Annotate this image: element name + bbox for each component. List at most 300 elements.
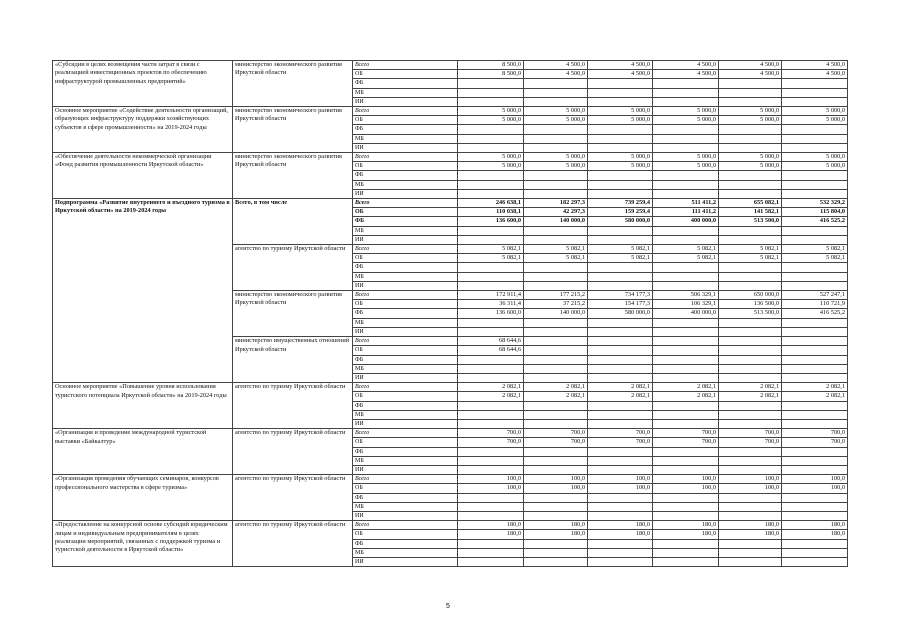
amount-cell: 111 411,2 xyxy=(653,208,719,217)
amount-cell: 5 000,0 xyxy=(524,116,588,125)
amount-cell: 100,0 xyxy=(588,475,653,484)
funding-source-cell: ОБ xyxy=(353,162,458,171)
amount-cell xyxy=(588,88,653,97)
amount-cell xyxy=(653,502,719,511)
funding-source-cell: ИИ xyxy=(353,235,458,244)
funding-source-cell: МБ xyxy=(353,272,458,281)
amount-cell xyxy=(653,263,719,272)
amount-cell: 5 000,0 xyxy=(653,153,719,162)
amount-cell xyxy=(458,180,524,189)
amount-cell xyxy=(719,272,782,281)
amount-cell xyxy=(588,539,653,548)
table-row xyxy=(53,153,848,162)
amount-cell xyxy=(458,539,524,548)
funding-source-cell: ОБ xyxy=(353,392,458,401)
responsible-cell: министерство экономического развития Иркутской области xyxy=(233,153,353,199)
amount-cell xyxy=(653,419,719,428)
budget-table xyxy=(52,60,848,567)
amount-cell xyxy=(719,171,782,180)
amount-cell xyxy=(588,355,653,364)
amount-cell: 700,0 xyxy=(719,429,782,438)
funding-source-cell: МБ xyxy=(353,180,458,189)
amount-cell xyxy=(653,79,719,88)
amount-cell xyxy=(458,557,524,566)
amount-cell: 5 082,1 xyxy=(719,245,782,254)
amount-cell: 4 500,0 xyxy=(782,70,848,79)
funding-source-cell: ФБ xyxy=(353,401,458,410)
amount-cell: 739 259,4 xyxy=(588,199,653,208)
amount-cell xyxy=(719,337,782,346)
funding-source-cell: ОБ xyxy=(353,484,458,493)
amount-cell: 700,0 xyxy=(524,438,588,447)
funding-source-cell: Всего xyxy=(353,61,458,70)
amount-cell: 700,0 xyxy=(782,438,848,447)
funding-source-cell: ИИ xyxy=(353,281,458,290)
amount-cell xyxy=(782,88,848,97)
amount-cell xyxy=(782,171,848,180)
amount-cell xyxy=(524,143,588,152)
amount-cell xyxy=(719,327,782,336)
amount-cell xyxy=(524,189,588,198)
amount-cell: 2 082,1 xyxy=(588,383,653,392)
amount-cell xyxy=(458,226,524,235)
amount-cell xyxy=(653,97,719,106)
amount-cell: 172 911,4 xyxy=(458,291,524,300)
amount-cell xyxy=(782,447,848,456)
amount-cell xyxy=(524,97,588,106)
amount-cell xyxy=(653,327,719,336)
activity-name-cell: Основное мероприятие «Повышение уровня использования туристского потенциала Иркутской области» на 2019-2024 годы xyxy=(53,383,233,429)
amount-cell xyxy=(524,125,588,134)
amount-cell: 700,0 xyxy=(588,429,653,438)
amount-cell xyxy=(524,171,588,180)
amount-cell: 400 000,0 xyxy=(653,217,719,226)
amount-cell xyxy=(719,281,782,290)
amount-cell xyxy=(458,318,524,327)
funding-source-cell: Всего xyxy=(353,337,458,346)
amount-cell xyxy=(719,511,782,520)
amount-cell: 513 500,0 xyxy=(719,309,782,318)
amount-cell: 140 000,0 xyxy=(524,217,588,226)
amount-cell xyxy=(719,447,782,456)
amount-cell: 37 215,2 xyxy=(524,300,588,309)
amount-cell: 5 082,1 xyxy=(653,254,719,263)
amount-cell: 4 500,0 xyxy=(653,61,719,70)
table-row xyxy=(53,107,848,116)
amount-cell xyxy=(653,539,719,548)
amount-cell xyxy=(588,180,653,189)
amount-cell: 580 000,0 xyxy=(588,217,653,226)
table-body xyxy=(53,61,848,567)
responsible-cell: министерство имущественных отношений Иркутской области xyxy=(233,337,353,383)
funding-source-cell: МБ xyxy=(353,88,458,97)
funding-source-cell: Всего xyxy=(353,429,458,438)
amount-cell xyxy=(653,364,719,373)
funding-source-cell: ФБ xyxy=(353,355,458,364)
amount-cell xyxy=(653,125,719,134)
amount-cell xyxy=(524,281,588,290)
table-row xyxy=(53,475,848,484)
amount-cell: 5 082,1 xyxy=(588,254,653,263)
amount-cell: 527 247,1 xyxy=(782,291,848,300)
activity-name-cell: Основное мероприятие «Содействие деятельности организаций, образующих инфраструктуру поддержки хозяйствующих субъектов в сфере промышленности» на 2019-2024 годы xyxy=(53,107,233,153)
amount-cell xyxy=(588,327,653,336)
amount-cell: 700,0 xyxy=(653,429,719,438)
amount-cell: 5 000,0 xyxy=(458,116,524,125)
amount-cell xyxy=(458,79,524,88)
amount-cell xyxy=(458,134,524,143)
amount-cell xyxy=(524,456,588,465)
amount-cell xyxy=(782,539,848,548)
amount-cell: 400 000,0 xyxy=(653,309,719,318)
amount-cell: 2 082,1 xyxy=(458,383,524,392)
amount-cell xyxy=(782,511,848,520)
amount-cell xyxy=(719,419,782,428)
responsible-cell: агентство по туризму Иркутской области xyxy=(233,475,353,521)
funding-source-cell: ИИ xyxy=(353,143,458,152)
amount-cell xyxy=(458,272,524,281)
amount-cell: 650 000,0 xyxy=(719,291,782,300)
amount-cell xyxy=(782,548,848,557)
amount-cell: 5 082,1 xyxy=(653,245,719,254)
amount-cell: 5 000,0 xyxy=(588,116,653,125)
responsible-cell: министерство экономического развития Иркутской области xyxy=(233,107,353,153)
funding-source-cell: ФБ xyxy=(353,539,458,548)
amount-cell xyxy=(458,465,524,474)
funding-source-cell: ИИ xyxy=(353,97,458,106)
amount-cell: 5 000,0 xyxy=(458,107,524,116)
amount-cell xyxy=(524,557,588,566)
activity-name-cell: «Субсидии в целях возмещения части затрат в связи с реализацией инвестиционных проектов по обеспечению инфраструктурой промышленных предприятий» xyxy=(53,61,233,107)
amount-cell xyxy=(782,189,848,198)
amount-cell xyxy=(524,318,588,327)
amount-cell xyxy=(588,125,653,134)
amount-cell: 416 525,2 xyxy=(782,309,848,318)
responsible-cell: агентство по туризму Иркутской области xyxy=(233,429,353,475)
amount-cell: 511 411,2 xyxy=(653,199,719,208)
amount-cell: 154 177,3 xyxy=(588,300,653,309)
amount-cell xyxy=(719,355,782,364)
amount-cell: 36 311,4 xyxy=(458,300,524,309)
amount-cell xyxy=(719,557,782,566)
funding-source-cell: ИИ xyxy=(353,189,458,198)
amount-cell xyxy=(458,548,524,557)
amount-cell xyxy=(524,180,588,189)
amount-cell xyxy=(524,447,588,456)
amount-cell: 246 638,1 xyxy=(458,199,524,208)
amount-cell: 8 500,0 xyxy=(458,61,524,70)
amount-cell xyxy=(782,143,848,152)
amount-cell xyxy=(588,272,653,281)
amount-cell xyxy=(782,346,848,355)
amount-cell xyxy=(588,548,653,557)
table-row xyxy=(53,61,848,70)
amount-cell xyxy=(524,226,588,235)
amount-cell xyxy=(588,79,653,88)
amount-cell: 416 525,2 xyxy=(782,217,848,226)
amount-cell xyxy=(458,493,524,502)
activity-name-cell: Подпрограмма «Развитие внутреннего и въездного туризма в Иркутской области» на 2019-2024 годы xyxy=(53,199,233,383)
amount-cell xyxy=(653,88,719,97)
amount-cell: 5 000,0 xyxy=(653,116,719,125)
funding-source-cell: ИИ xyxy=(353,465,458,474)
amount-cell: 5 000,0 xyxy=(524,162,588,171)
amount-cell xyxy=(458,189,524,198)
amount-cell xyxy=(782,410,848,419)
amount-cell xyxy=(653,272,719,281)
amount-cell xyxy=(782,419,848,428)
funding-source-cell: МБ xyxy=(353,548,458,557)
amount-cell: 68 644,6 xyxy=(458,337,524,346)
amount-cell: 5 000,0 xyxy=(588,153,653,162)
funding-source-cell: МБ xyxy=(353,456,458,465)
amount-cell: 2 082,1 xyxy=(719,383,782,392)
amount-cell: 5 000,0 xyxy=(782,162,848,171)
amount-cell: 180,0 xyxy=(782,521,848,530)
amount-cell: 5 082,1 xyxy=(719,254,782,263)
amount-cell xyxy=(782,125,848,134)
amount-cell xyxy=(588,511,653,520)
funding-source-cell: МБ xyxy=(353,502,458,511)
amount-cell xyxy=(719,263,782,272)
amount-cell: 136 600,0 xyxy=(458,309,524,318)
amount-cell xyxy=(524,235,588,244)
table-row xyxy=(53,521,848,530)
amount-cell xyxy=(719,180,782,189)
amount-cell: 4 500,0 xyxy=(588,70,653,79)
amount-cell: 700,0 xyxy=(524,429,588,438)
funding-source-cell: ОБ xyxy=(353,300,458,309)
amount-cell xyxy=(782,456,848,465)
amount-cell: 4 500,0 xyxy=(588,61,653,70)
amount-cell xyxy=(588,263,653,272)
amount-cell: 100,0 xyxy=(782,475,848,484)
amount-cell xyxy=(653,337,719,346)
amount-cell xyxy=(524,79,588,88)
amount-cell: 5 000,0 xyxy=(524,153,588,162)
amount-cell: 110 038,1 xyxy=(458,208,524,217)
amount-cell xyxy=(524,88,588,97)
amount-cell xyxy=(524,346,588,355)
amount-cell: 5 000,0 xyxy=(719,153,782,162)
amount-cell xyxy=(458,171,524,180)
amount-cell: 5 082,1 xyxy=(458,254,524,263)
amount-cell xyxy=(719,465,782,474)
amount-cell xyxy=(782,401,848,410)
responsible-cell: министерство экономического развития Иркутской области xyxy=(233,291,353,337)
amount-cell xyxy=(719,401,782,410)
responsible-cell: агентство по туризму Иркутской области xyxy=(233,383,353,429)
amount-cell: 5 082,1 xyxy=(782,245,848,254)
amount-cell xyxy=(524,134,588,143)
amount-cell xyxy=(719,88,782,97)
amount-cell: 5 000,0 xyxy=(782,153,848,162)
amount-cell xyxy=(458,125,524,134)
amount-cell: 159 259,4 xyxy=(588,208,653,217)
amount-cell xyxy=(719,235,782,244)
amount-cell xyxy=(782,502,848,511)
amount-cell: 100,0 xyxy=(782,484,848,493)
amount-cell xyxy=(653,171,719,180)
activity-name-cell: «Обеспечение деятельности некоммерческой организации «Фонд развития промышленности Иркутской области» xyxy=(53,153,233,199)
amount-cell xyxy=(782,557,848,566)
amount-cell: 700,0 xyxy=(588,438,653,447)
amount-cell xyxy=(524,263,588,272)
amount-cell xyxy=(458,235,524,244)
amount-cell: 180,0 xyxy=(588,521,653,530)
amount-cell xyxy=(588,447,653,456)
amount-cell: 100,0 xyxy=(653,475,719,484)
amount-cell xyxy=(588,97,653,106)
amount-cell: 2 082,1 xyxy=(458,392,524,401)
amount-cell xyxy=(719,346,782,355)
amount-cell xyxy=(782,226,848,235)
amount-cell xyxy=(653,447,719,456)
amount-cell xyxy=(524,337,588,346)
amount-cell xyxy=(524,355,588,364)
amount-cell: 182 297,3 xyxy=(524,199,588,208)
funding-source-cell: ИИ xyxy=(353,327,458,336)
amount-cell xyxy=(588,226,653,235)
funding-source-cell: Всего xyxy=(353,107,458,116)
amount-cell xyxy=(719,373,782,382)
funding-source-cell: Всего xyxy=(353,245,458,254)
amount-cell: 115 804,0 xyxy=(782,208,848,217)
amount-cell xyxy=(719,493,782,502)
amount-cell xyxy=(782,327,848,336)
responsible-cell: агентство по туризму Иркутской области xyxy=(233,245,353,291)
amount-cell: 4 500,0 xyxy=(719,70,782,79)
amount-cell xyxy=(782,373,848,382)
amount-cell: 700,0 xyxy=(719,438,782,447)
amount-cell: 180,0 xyxy=(653,530,719,539)
amount-cell xyxy=(588,364,653,373)
funding-source-cell: Всего xyxy=(353,291,458,300)
funding-source-cell: ФБ xyxy=(353,79,458,88)
amount-cell xyxy=(653,134,719,143)
amount-cell xyxy=(653,557,719,566)
amount-cell xyxy=(719,502,782,511)
amount-cell: 700,0 xyxy=(458,438,524,447)
amount-cell: 5 082,1 xyxy=(588,245,653,254)
table-row xyxy=(53,199,848,208)
funding-source-cell: ФБ xyxy=(353,125,458,134)
amount-cell xyxy=(719,318,782,327)
amount-cell xyxy=(524,539,588,548)
amount-cell xyxy=(719,456,782,465)
funding-source-cell: Всего xyxy=(353,521,458,530)
amount-cell xyxy=(782,180,848,189)
amount-cell xyxy=(588,419,653,428)
amount-cell: 532 329,2 xyxy=(782,199,848,208)
amount-cell xyxy=(524,548,588,557)
amount-cell xyxy=(588,502,653,511)
amount-cell xyxy=(524,401,588,410)
amount-cell xyxy=(719,226,782,235)
amount-cell xyxy=(653,226,719,235)
funding-source-cell: ФБ xyxy=(353,171,458,180)
amount-cell: 4 500,0 xyxy=(524,61,588,70)
amount-cell xyxy=(782,355,848,364)
funding-source-cell: ФБ xyxy=(353,493,458,502)
amount-cell xyxy=(588,134,653,143)
amount-cell xyxy=(588,410,653,419)
amount-cell: 100,0 xyxy=(719,475,782,484)
funding-source-cell: ОБ xyxy=(353,116,458,125)
funding-source-cell: ФБ xyxy=(353,447,458,456)
amount-cell xyxy=(458,511,524,520)
funding-source-cell: МБ xyxy=(353,226,458,235)
amount-cell xyxy=(458,410,524,419)
amount-cell: 700,0 xyxy=(458,429,524,438)
amount-cell: 2 082,1 xyxy=(782,392,848,401)
amount-cell: 5 000,0 xyxy=(653,107,719,116)
amount-cell xyxy=(588,465,653,474)
amount-cell: 5 000,0 xyxy=(588,107,653,116)
amount-cell xyxy=(782,134,848,143)
amount-cell: 5 000,0 xyxy=(782,116,848,125)
amount-cell: 5 000,0 xyxy=(719,116,782,125)
amount-cell xyxy=(458,447,524,456)
amount-cell xyxy=(458,327,524,336)
amount-cell xyxy=(719,143,782,152)
amount-cell: 5 082,1 xyxy=(524,245,588,254)
amount-cell: 100,0 xyxy=(524,475,588,484)
amount-cell xyxy=(588,318,653,327)
amount-cell xyxy=(653,189,719,198)
amount-cell xyxy=(524,364,588,373)
amount-cell: 100,0 xyxy=(458,475,524,484)
funding-source-cell: МБ xyxy=(353,364,458,373)
amount-cell: 136 500,0 xyxy=(719,300,782,309)
amount-cell xyxy=(653,346,719,355)
amount-cell xyxy=(782,318,848,327)
funding-source-cell: ФБ xyxy=(353,263,458,272)
funding-source-cell: Всего xyxy=(353,383,458,392)
amount-cell xyxy=(588,557,653,566)
amount-cell: 141 582,1 xyxy=(719,208,782,217)
funding-source-cell: ОБ xyxy=(353,208,458,217)
amount-cell: 180,0 xyxy=(719,521,782,530)
amount-cell xyxy=(719,97,782,106)
amount-cell xyxy=(782,493,848,502)
funding-source-cell: ИИ xyxy=(353,419,458,428)
amount-cell: 700,0 xyxy=(653,438,719,447)
amount-cell xyxy=(588,346,653,355)
amount-cell: 42 297,3 xyxy=(524,208,588,217)
amount-cell xyxy=(458,419,524,428)
responsible-cell: министерство экономического развития Иркутской области xyxy=(233,61,353,107)
amount-cell: 180,0 xyxy=(719,530,782,539)
amount-cell: 506 329,1 xyxy=(653,291,719,300)
amount-cell: 2 082,1 xyxy=(588,392,653,401)
amount-cell xyxy=(458,88,524,97)
amount-cell xyxy=(588,143,653,152)
amount-cell xyxy=(458,373,524,382)
amount-cell: 4 500,0 xyxy=(782,61,848,70)
amount-cell xyxy=(458,281,524,290)
amount-cell xyxy=(588,493,653,502)
amount-cell xyxy=(653,511,719,520)
amount-cell: 100,0 xyxy=(653,484,719,493)
amount-cell xyxy=(524,465,588,474)
amount-cell: 100,0 xyxy=(588,484,653,493)
amount-cell: 580 000,0 xyxy=(588,309,653,318)
amount-cell xyxy=(653,456,719,465)
amount-cell: 5 000,0 xyxy=(782,107,848,116)
amount-cell xyxy=(782,465,848,474)
amount-cell xyxy=(653,373,719,382)
